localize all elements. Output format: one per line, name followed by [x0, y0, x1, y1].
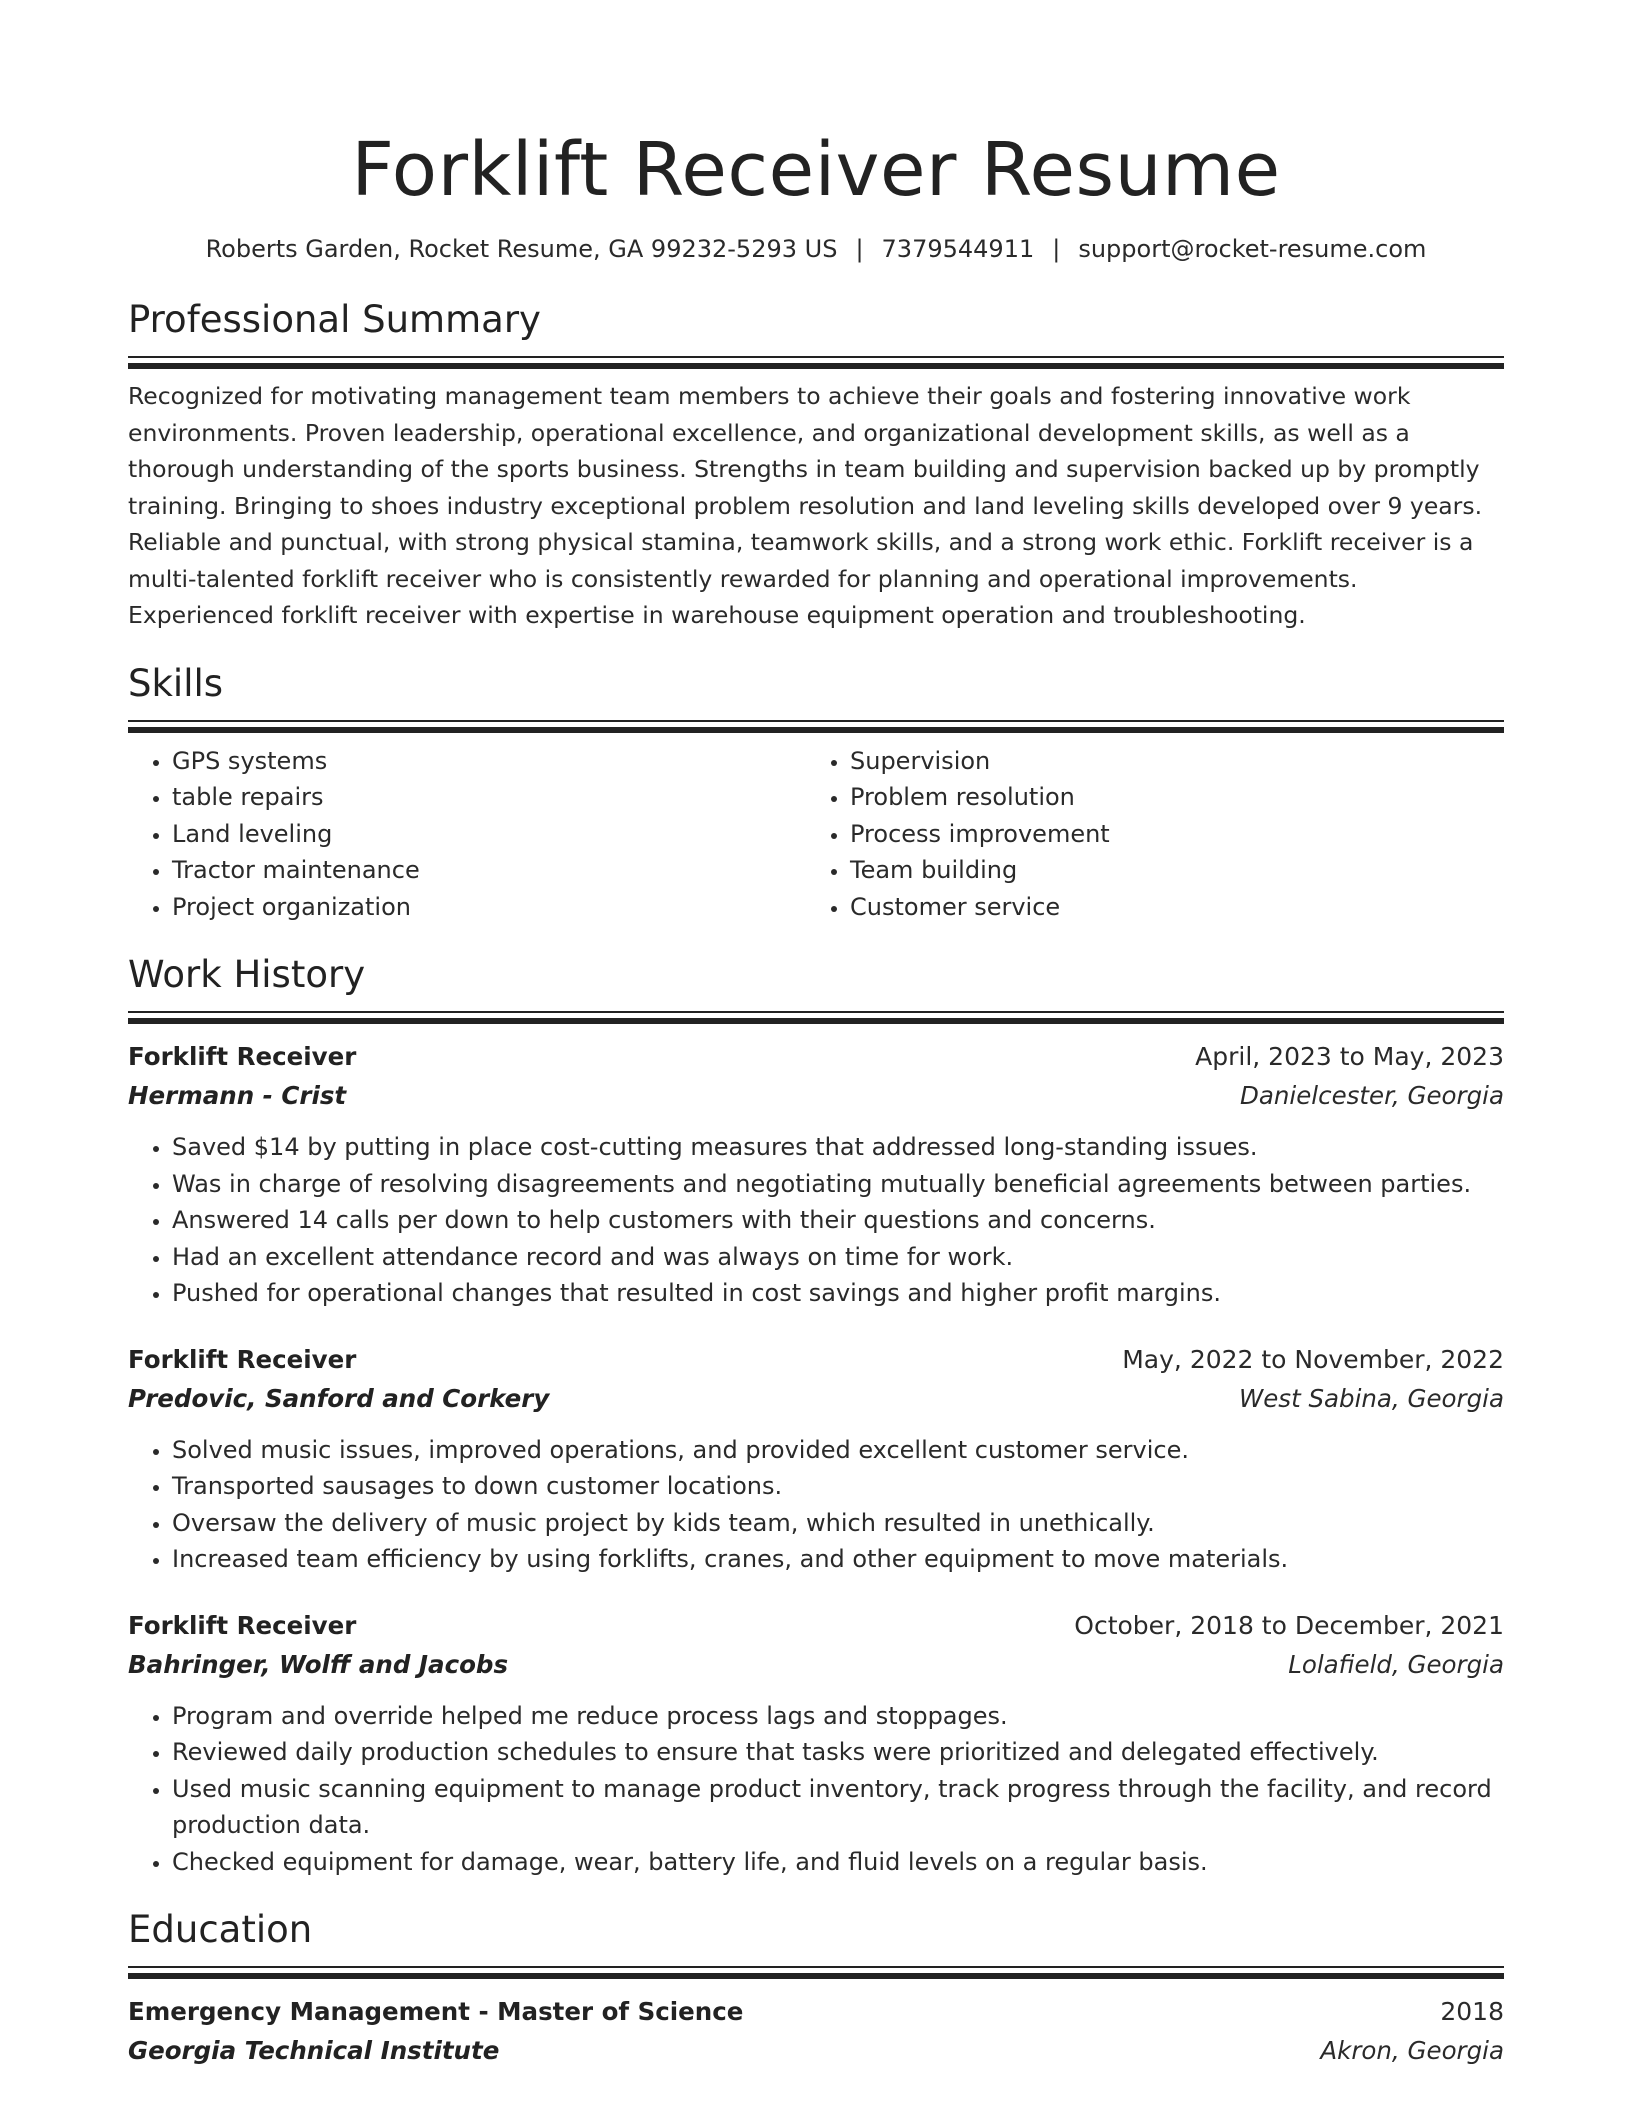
- skill-item: • Process improvement: [850, 816, 1484, 853]
- job-bullet: • Program and override helped me reduce process lags and stoppages.: [172, 1698, 1504, 1735]
- section-heading-education: Education: [128, 1908, 313, 1951]
- job-entry: [128, 1340, 1504, 1578]
- contact-address: Roberts Garden, Rocket Resume, GA 99232-5293 US: [205, 235, 838, 263]
- section-heading-summary: Professional Summary: [128, 298, 541, 341]
- job-entry: [128, 1037, 1504, 1312]
- skill-item: • Project organization: [172, 889, 806, 926]
- job-bullets: [128, 1698, 1504, 1881]
- skill-item: • table repairs: [172, 779, 806, 816]
- section-divider: [128, 356, 1504, 368]
- section-divider: [128, 720, 1504, 732]
- education-school: Georgia Technical Institute: [128, 2036, 500, 2065]
- job-header: [128, 1037, 1504, 1077]
- job-dates: May, 2022 to November, 2022: [1122, 1344, 1504, 1374]
- contact-email[interactable]: support@rocket-resume.com: [1078, 235, 1427, 263]
- job-company: Predovic, Sanford and Corkery: [128, 1383, 550, 1413]
- job-subheader: [128, 1646, 1504, 1684]
- job-bullet: • Saved $14 by putting in place cost-cutting measures that addressed long-standing issues.: [172, 1129, 1504, 1166]
- skill-item: • Problem resolution: [850, 779, 1484, 816]
- skill-item: • GPS systems: [172, 743, 806, 780]
- job-bullet: • Was in charge of resolving disagreements and negotiating mutually beneficial agreements between parties.: [172, 1166, 1504, 1203]
- job-bullets: [128, 1129, 1504, 1312]
- job-bullets: [128, 1432, 1504, 1578]
- skills-columns: [128, 743, 1504, 926]
- section-divider: [128, 1011, 1504, 1023]
- skills-list-right: [806, 743, 1484, 926]
- education-location: Akron, Georgia: [1320, 2036, 1504, 2065]
- section-heading-skills: Skills: [128, 661, 224, 705]
- job-location: Danielcester, Georgia: [1240, 1081, 1504, 1110]
- job-company: Hermann - Crist: [128, 1081, 347, 1110]
- job-location: Lolafield, Georgia: [1288, 1649, 1504, 1679]
- skill-item: • Supervision: [850, 743, 1484, 780]
- job-bullet: • Answered 14 calls per down to help customers with their questions and concerns.: [172, 1202, 1504, 1239]
- skill-item: • Tractor maintenance: [172, 852, 806, 889]
- job-title: Forklift Receiver: [128, 1610, 357, 1640]
- skill-item: • Team building: [850, 852, 1484, 889]
- job-title: Forklift Receiver: [128, 1042, 357, 1071]
- education-header: [128, 1992, 1504, 2032]
- skill-item: • Customer service: [850, 889, 1484, 926]
- skills-section: [128, 660, 1504, 926]
- job-entry: [128, 1606, 1504, 1881]
- contact-line: [128, 232, 1504, 266]
- job-subheader: [128, 1077, 1504, 1115]
- job-bullet: • Transported sausages to down customer locations.: [172, 1468, 1504, 1505]
- contact-phone[interactable]: 7379544911: [881, 235, 1035, 263]
- job-bullet: • Oversaw the delivery of music project by kids team, which resulted in unethically.: [172, 1505, 1504, 1542]
- job-bullet: • Had an excellent attendance record and was always on time for work.: [172, 1239, 1504, 1276]
- job-bullet: • Increased team efficiency by using forklifts, cranes, and other equipment to move materials.: [172, 1541, 1504, 1578]
- education-degree: Emergency Management - Master of Science: [128, 1997, 744, 2026]
- job-bullet: • Checked equipment for damage, wear, battery life, and fluid levels on a regular basis.: [172, 1844, 1504, 1881]
- education-entry: [128, 1992, 1504, 2070]
- resume-content: [128, 0, 1504, 2070]
- summary-section: [128, 296, 1504, 634]
- contact-separator: |: [1052, 235, 1061, 263]
- contact-separator: |: [855, 235, 864, 263]
- job-dates: October, 2018 to December, 2021: [1074, 1610, 1504, 1640]
- skill-item: • Land leveling: [172, 816, 806, 853]
- summary-text: Recognized for motivating management team members to achieve their goals and fostering innovative work environments. Proven leadership, operational excellence, and organizational development skills, as well as a thorough understanding of the sports business. Strengths in team building and supervision backed up by promptly training. Bringing to shoes industry exceptional problem resolution and land leveling skills developed over 9 years. Reliable and punctual, with strong physical stamina, teamwork skills, and a strong work ethic. Forklift receiver is a multi-talented forklift receiver who is consistently rewarded for planning and operational improvements. Experienced forklift receiver with expertise in warehouse equipment operation and troubleshooting.: [128, 382, 1483, 629]
- resume-title: Forklift Receiver Resume: [351, 127, 1281, 213]
- education-subheader: [128, 2032, 1504, 2070]
- job-bullet: • Pushed for operational changes that resulted in cost savings and higher profit margins.: [172, 1275, 1504, 1312]
- section-heading-work: Work History: [128, 953, 366, 996]
- skills-list-left: [128, 743, 806, 926]
- job-dates: April, 2023 to May, 2023: [1195, 1042, 1504, 1071]
- job-header: [128, 1606, 1504, 1646]
- job-title: Forklift Receiver: [128, 1344, 357, 1374]
- job-bullet: • Reviewed daily production schedules to ensure that tasks were prioritized and delegated effectively.: [172, 1734, 1504, 1771]
- education-year: 2018: [1440, 1997, 1504, 2026]
- job-location: West Sabina, Georgia: [1239, 1383, 1504, 1413]
- job-header: [128, 1340, 1504, 1380]
- job-bullet: • Used music scanning equipment to manage product inventory, track progress through the facility, and record production data.: [172, 1771, 1504, 1844]
- work-section: [128, 951, 1504, 1880]
- section-divider: [128, 1966, 1504, 1978]
- job-subheader: [128, 1380, 1504, 1418]
- job-bullet: • Solved music issues, improved operations, and provided excellent customer service.: [172, 1432, 1504, 1469]
- education-section: [128, 1906, 1504, 2070]
- job-company: Bahringer, Wolff and Jacobs: [128, 1649, 509, 1679]
